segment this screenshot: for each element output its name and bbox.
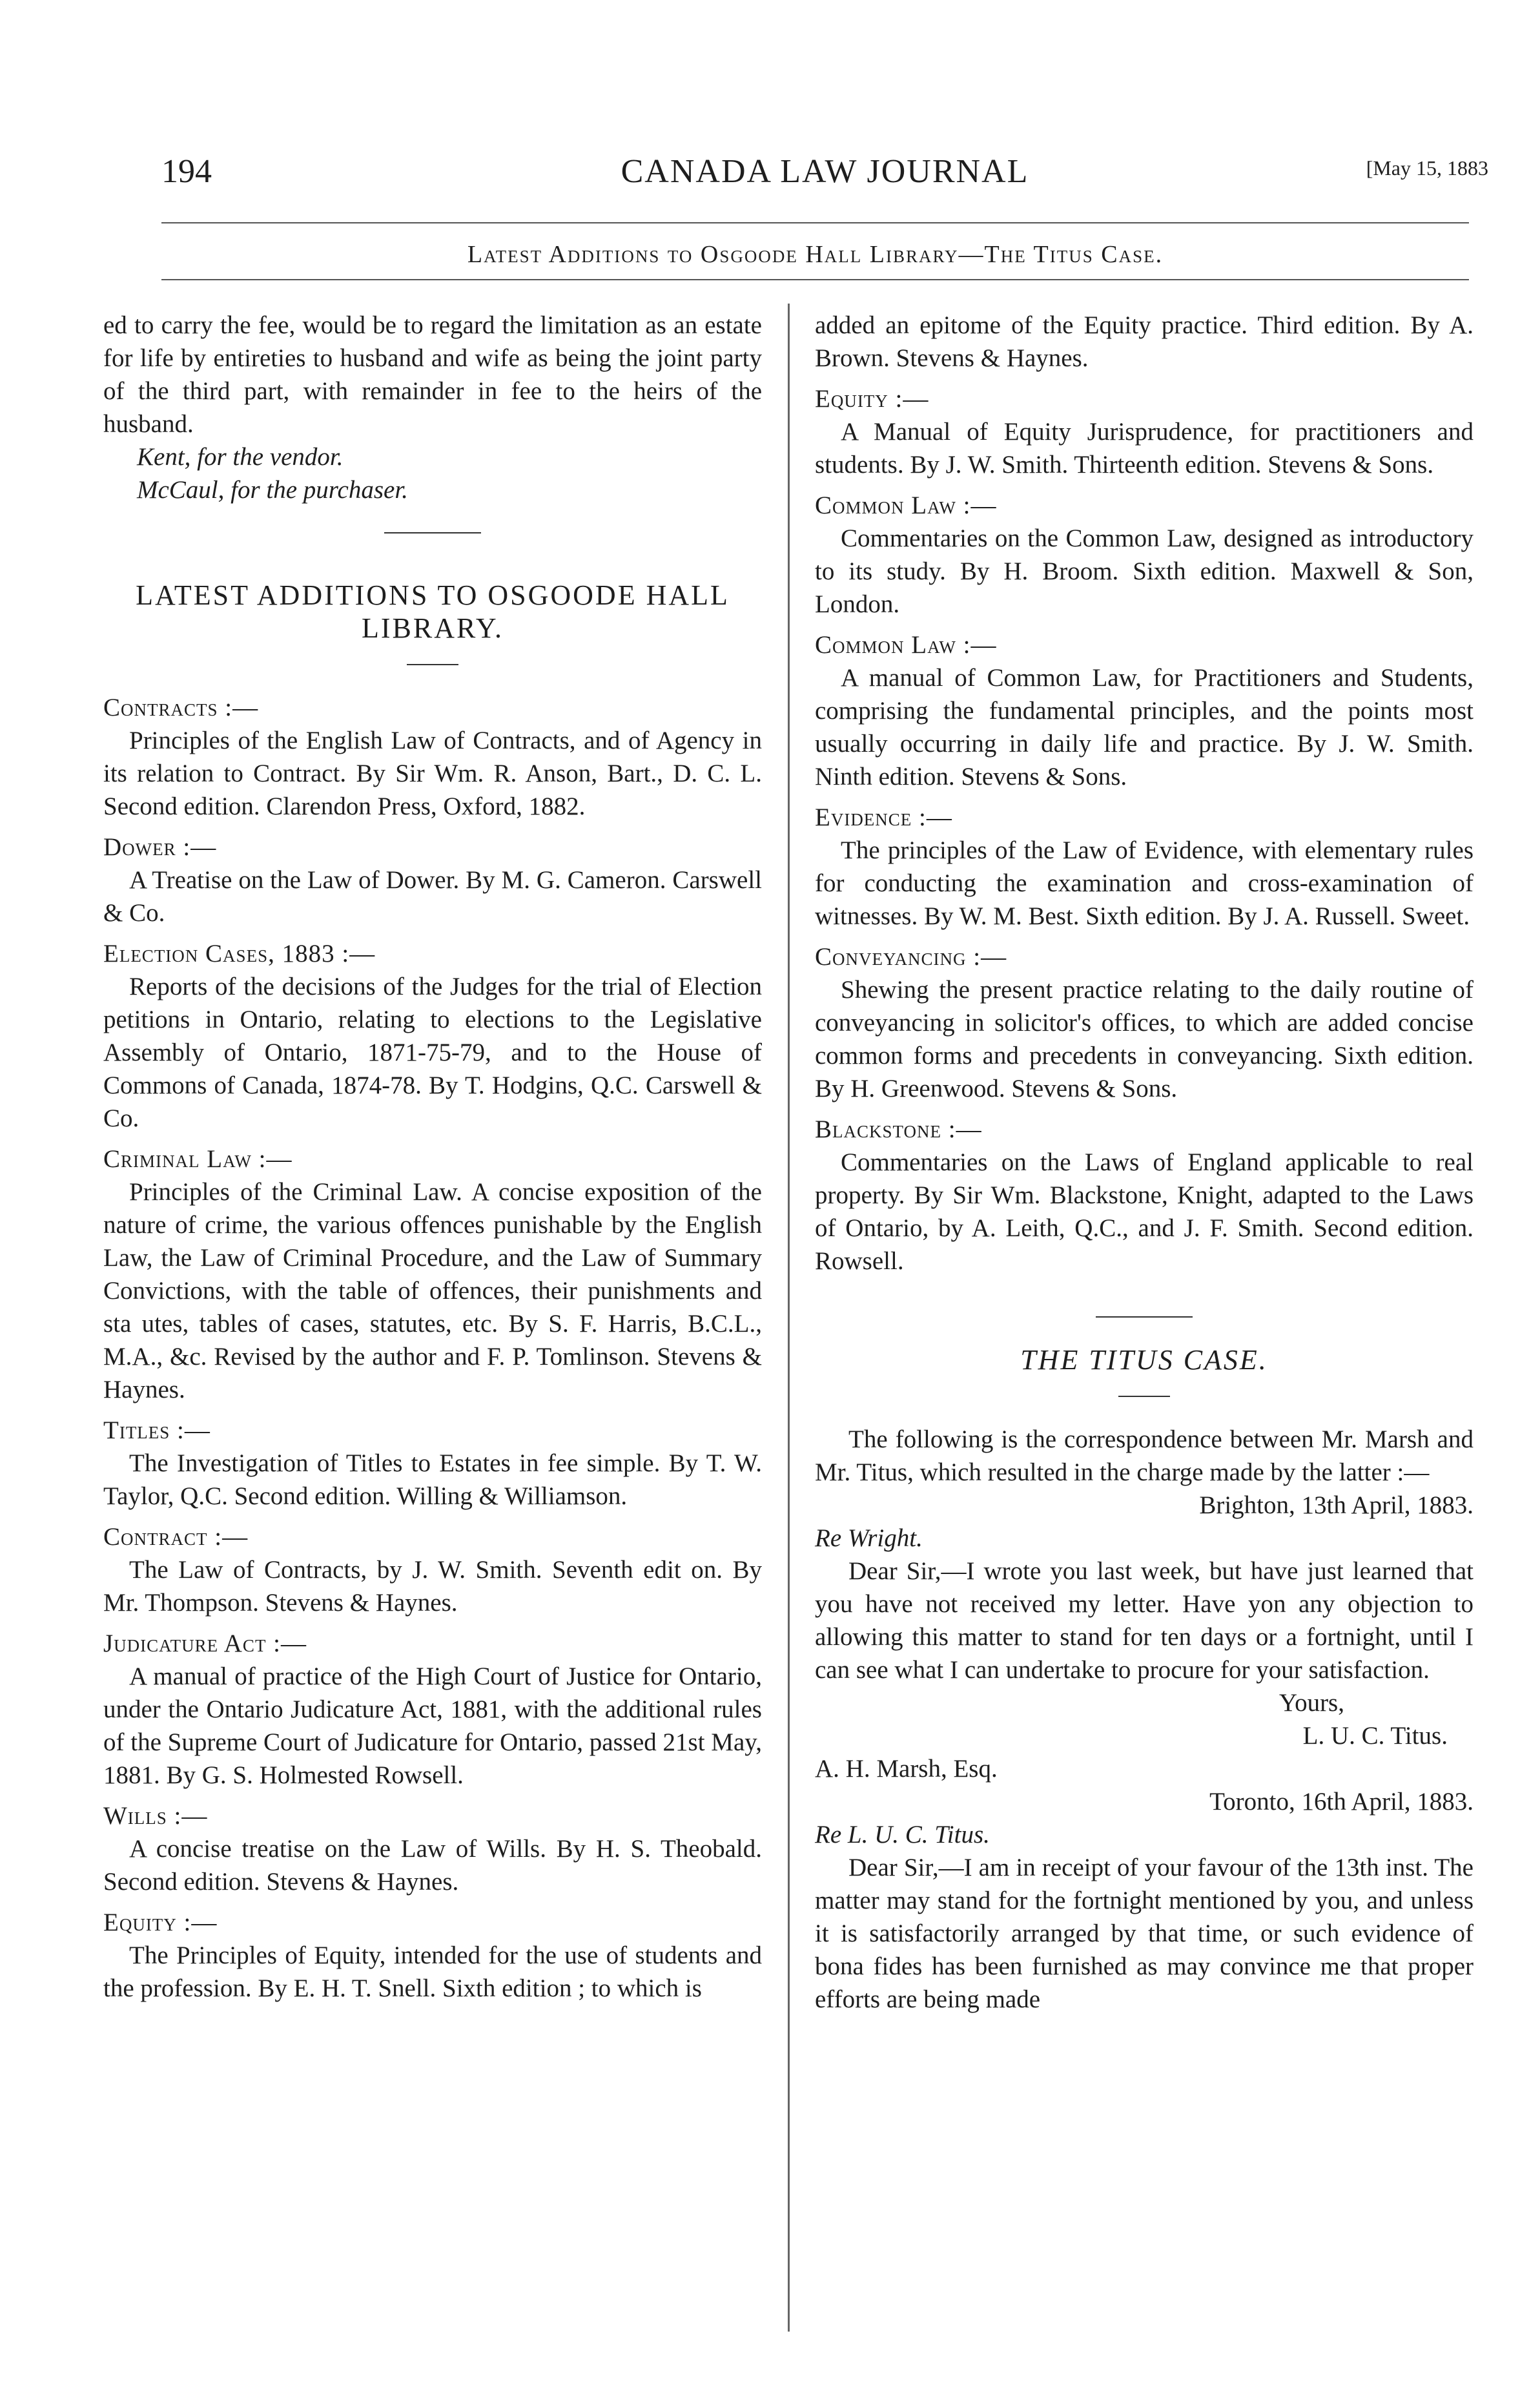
entry-text: The principles of the Law of Evidence, with elementary rules for conducting the examination and cross-examination of witnesses. By W. M. Best. Sixth edition. By J. A. Russell. Sweet. — [815, 836, 1473, 930]
entry-text: Reports of the decisions of the Judges for the trial of Election petitions in Ontario, relating to elections to the Legislative Assembly of Ontario, 1871-75-79, and to the House of Commons of Canada, 1874-78. By T. Hodgins, Q.C. Carswell & Co. — [103, 973, 762, 1132]
divider — [407, 664, 458, 665]
divider — [384, 532, 481, 533]
entry-text: The Principles of Equity, intended for the use of students and the profession. By E. H. T. Snell. Sixth edition ; to which is — [103, 1941, 762, 2002]
entry-heading: Wills :— — [103, 1802, 208, 1830]
letter-place-date: Brighton, 13th April, 1883. — [1199, 1491, 1473, 1519]
entry-text: Principles of the English Law of Contracts, and of Agency in its relation to Contract. By Sir Wm. R. Anson, Bart., D. C. L. Second edition. Clarendon Press, Oxford, 1882. — [103, 727, 762, 820]
entry-heading: Conveyancing :— — [815, 943, 1007, 971]
entry-heading: Titles :— — [103, 1416, 210, 1444]
letter-place-date: Toronto, 16th April, 1883. — [1209, 1788, 1473, 1816]
entry-heading: Judicature Act :— — [103, 1630, 307, 1657]
letter-body: Dear Sir,—I am in receipt of your favour of the 13th inst. The matter may stand for the fortnight mentioned by you, and unless it is satisfactorily arranged by that time, or such evidence of bona fides has been furnished as may convince me that proper efforts are being made — [815, 1854, 1473, 2013]
entry-heading: Dower :— — [103, 833, 217, 861]
entry-text: Principles of the Criminal Law. A concise exposition of the nature of crime, the various offences punishable by the English Law, the Law of Criminal Procedure, and the Law of Summary Convictions, with the table of offences, their punishments and sta utes, tables of cases, statutes, etc. By S. F. Harris, B.C.L., M.A., &c. Revised by the author and F. P. Tomlinson. Stevens & Haynes. — [103, 1178, 762, 1403]
divider — [1096, 1316, 1193, 1318]
letter-signature: L. U. C. Titus. — [1302, 1722, 1448, 1750]
counsel-vendor: Kent, for the vendor. — [137, 443, 344, 471]
letter-closing: Yours, — [1278, 1689, 1344, 1717]
entry-text: A concise treatise on the Law of Wills. By H. S. Theobald. Second edition. Stevens & Haynes. — [103, 1835, 762, 1896]
divider — [1118, 1396, 1170, 1397]
library-title: LATEST ADDITIONS TO OSGOODE HALL LIBRARY. — [136, 579, 730, 644]
entry-heading: Criminal Law :— — [103, 1145, 293, 1173]
counsel-purchaser: McCaul, for the purchaser. — [137, 476, 408, 504]
entry-heading: Evidence :— — [815, 803, 952, 831]
intro-paragraph: ed to carry the fee, would be to regard the limitation as an estate for life by entireties to husband and wife as being the joint party of the third part, with remainder in fee to the heirs of the husband. — [103, 311, 762, 438]
entry-heading: Blackstone :— — [815, 1115, 982, 1143]
entry-text: A Manual of Equity Jurisprudence, for practitioners and students. By J. W. Smith. Thirteenth edition. Stevens & Sons. — [815, 418, 1473, 479]
letter-re: Re L. U. C. Titus. — [815, 1821, 990, 1848]
entry-text: A manual of practice of the High Court of Justice for Ontario, under the Ontario Judicature Act, 1881, with the additional rules of the Supreme Court of Judicature for Ontario, passed 21st May, 1881. By G. S. Holmested Rowsell. — [103, 1662, 762, 1789]
titus-case-title: THE TITUS CASE. — [1020, 1344, 1268, 1376]
letter-addressee: A. H. Marsh, Esq. — [815, 1755, 998, 1783]
letter-body: Dear Sir,—I wrote you last week, but have just learned that you have not received my letter. Have yon any objection to allowing this matter to stand for ten days or a fortnight, until I can see what I can undertake to procure for your satisfaction. — [815, 1557, 1473, 1684]
entry-text: Shewing the present practice relating to the daily routine of conveyancing in solicitor's offices, to which are added concise common forms and precedents in conveyancing. Sixth edition. By H. Greenwood. Stevens & Sons. — [815, 976, 1473, 1102]
entry-text: The Law of Contracts, by J. W. Smith. Seventh edit on. By Mr. Thompson. Stevens & Haynes. — [103, 1556, 762, 1617]
entry-text: A manual of Common Law, for Practitioners and Students, comprising the fundamental principles, and the points most usually occurring in daily life and practice. By J. W. Smith. Ninth edition. Stevens & Sons. — [815, 664, 1473, 791]
entry-heading: Common Law :— — [815, 631, 997, 659]
letter-re: Re Wright. — [815, 1524, 923, 1552]
issue-date: [May 15, 1883 — [1366, 156, 1488, 180]
entry-heading: Common Law :— — [815, 492, 997, 519]
titus-intro: The following is the correspondence between Mr. Marsh and Mr. Titus, which resulted in the charge made by the latter :— — [815, 1425, 1473, 1486]
entry-text: A Treatise on the Law of Dower. By M. G. Cameron. Carswell & Co. — [103, 866, 762, 927]
entry-heading: Election Cases, 1883 :— — [103, 940, 376, 968]
entry-text: The Investigation of Titles to Estates in fee simple. By T. W. Taylor, Q.C. Second edition. Willing & Williamson. — [103, 1449, 762, 1510]
page-number: 194 — [161, 153, 212, 190]
journal-title: CANADA LAW JOURNAL — [621, 153, 1029, 190]
right-column — [815, 309, 1473, 2016]
entry-heading: Contracts :— — [103, 694, 259, 721]
column-divider — [788, 304, 790, 2332]
continuation-text: added an epitome of the Equity practice. Third edition. By A. Brown. Stevens & Haynes. — [815, 311, 1473, 372]
header-rule — [161, 222, 1469, 223]
entry-heading: Equity :— — [815, 385, 929, 413]
entry-heading: Equity :— — [103, 1909, 218, 1936]
left-column — [103, 309, 762, 2005]
section-title: Latest Additions to Osgoode Hall Library—The Titus Case. — [467, 241, 1164, 268]
section-rule — [161, 279, 1469, 280]
entry-heading: Contract :— — [103, 1523, 249, 1551]
entry-text: Commentaries on the Laws of England applicable to real property. By Sir Wm. Blackstone, Knight, adapted to the Laws of Ontario, by A. Leith, Q.C., and J. F. Smith. Second edition. Rowsell. — [815, 1148, 1473, 1275]
running-head — [161, 152, 1488, 204]
entry-text: Commentaries on the Common Law, designed as introductory to its study. By H. Broom. Sixth edition. Maxwell & Son, London. — [815, 524, 1473, 618]
